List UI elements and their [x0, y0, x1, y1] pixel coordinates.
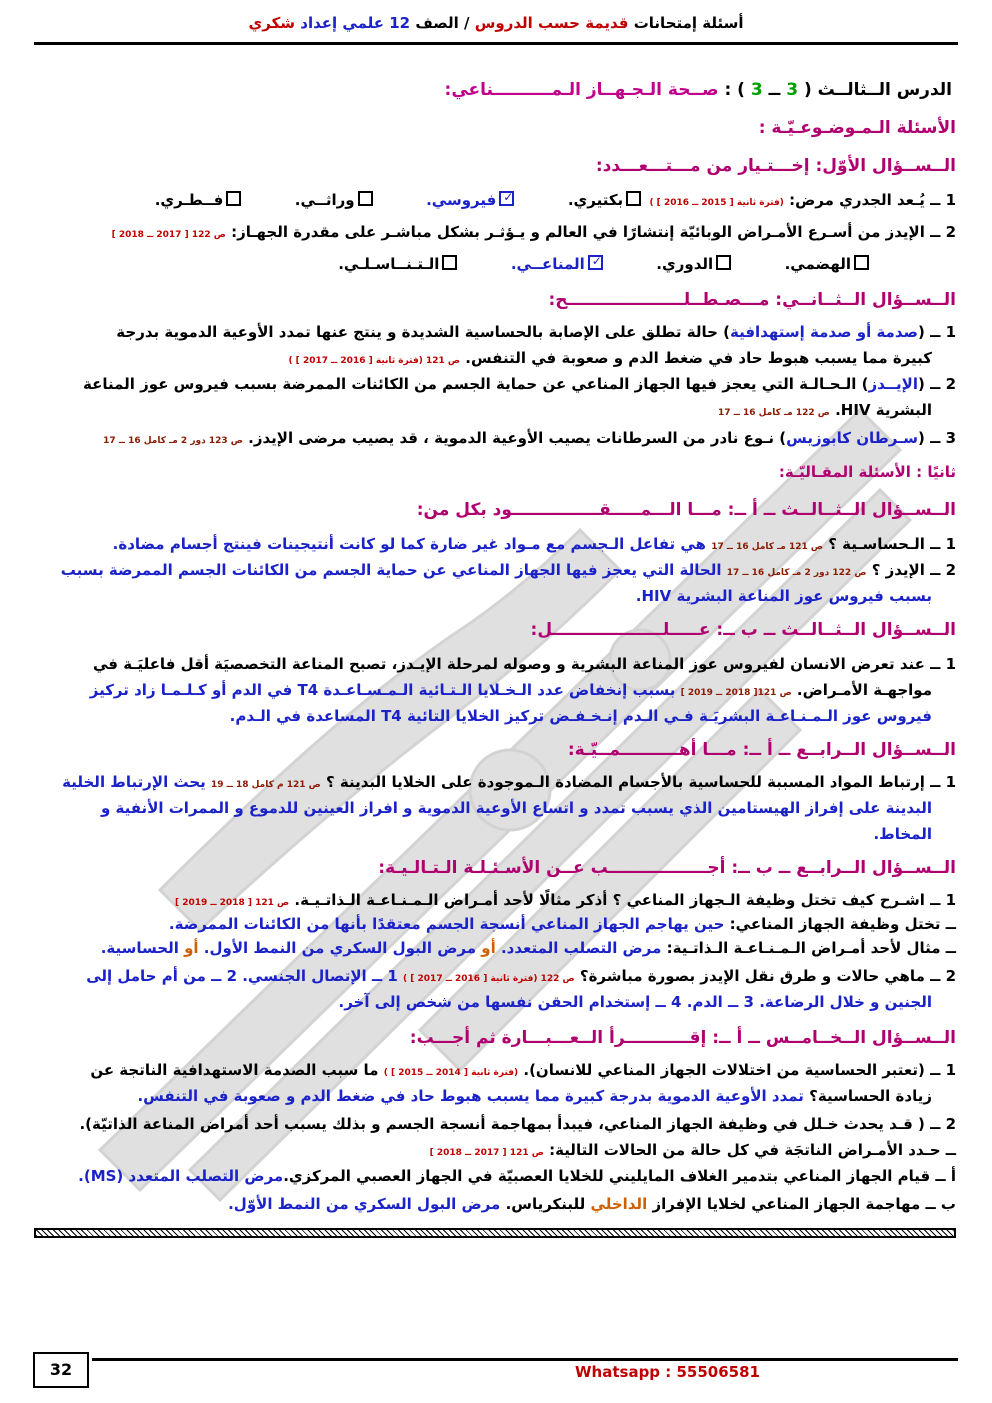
q3a-item2-cont: بسبب فيروس عوز المناعة البشرية HIV.	[635, 587, 932, 605]
q3b-item1-cont2: فيروس عوز الـمـنـاعـة البشريَـة فـي الـدم إنـخـفـض تركيز الخلايا التائية T4 المساعدة في الـدم.	[229, 707, 932, 725]
q1-heading: الــســؤال الأوّل: إخـــتـيار من مـــتـــعـــدد:	[595, 156, 956, 176]
lesson-num1: 3	[786, 80, 799, 100]
header-sep: /	[464, 14, 470, 32]
q4b-item2: 2 ــ ماهي حالات و طرق نقل الإيدز بصورة مباشرة؟ ص 122 (فترة ثانية [ 2016 ــ 2017 ] ) 1 ــ الإتصال الجنسي. 2 ــ من أم حامل إلى	[86, 967, 956, 985]
q4a-item1-cont: البدينة على إفراز الهيستامين الذي يسبب تمدد و اتساع الأوعية الدموية و افراز العينين للدموع و الممرات الأنفية و	[101, 799, 932, 817]
header-part2: قديمة حسب الدروس	[474, 14, 629, 32]
q5a-item2-task: ــ حـدد الأمـراض الناتجَة في كل حالة من الحالات التالية: ص 121 [ 2017 ــ 2018 ]	[429, 1141, 956, 1159]
checkbox-checked-icon[interactable]	[499, 191, 514, 206]
q4a-item1-cont2: المخاط.	[873, 825, 932, 843]
q3a-heading: الــســؤال الــثــالــث ــ أ ــ: مـــا الـــمـــــقـــــــــــــــود بكل من:	[416, 500, 956, 520]
checkbox-icon[interactable]	[854, 255, 869, 270]
q4a-heading: الــســؤال الــرابــع ــ أ ــ: مـــا أهــــــــــمــيّـة:	[567, 740, 956, 760]
header-part1: أسئلة إمتحانات	[633, 14, 744, 32]
q5a-heading: الــســؤال الــخــامــس ــ أ ــ: إقـــــــــــرأ الــعـــبـــارة ثم أجـــب:	[409, 1028, 956, 1048]
q4b-item2-cont: الجنين و خلال الرضاعة. 3 ــ الدم. 4 ــ إستخدام الحقن نفسها من شخص إلى آخر.	[338, 993, 932, 1011]
q4b-item1-answer2: ــ مثال لأحد أمـراض الـمـنـاعـة الـذاتـية: مرض التصلب المتعدد. أو مرض البول السكري من النمط الأول. أو الحساسية.	[100, 939, 956, 957]
header-divider	[34, 42, 958, 45]
lesson-title-a: الدرس الــثالــث (	[803, 80, 952, 100]
lesson-title-b: ) :	[724, 80, 745, 100]
q5a-item1: 1 ــ (تعتبر الحساسية من اختلالات الجهاز المناعي للانسان). (فترة ثانية [ 2014 ــ 2015 ] ) ما سبب الصدمة الاستهدافية الناتجة عن	[90, 1061, 956, 1079]
checkbox-icon[interactable]	[626, 191, 641, 206]
header-part3: الصف	[415, 14, 459, 32]
q5a-item1-cont: زيادة الحساسية؟ تمدد الأوعية الدموية بدرجة كبيرة مما يسبب هبوط حاد في ضغط الدم و صعوبة في التنفس.	[137, 1087, 932, 1105]
q2-item1-cont: كبيرة مما يسبب هبوط حاد في ضغط الدم و صعوبة في التنفس. ص 121 (فترة ثانية [ 2016 ــ 2017 ] )	[288, 349, 932, 367]
q4b-heading: الــســؤال الــرابــع ــ ب ــ: أجـــــــــــــــــب عــن الأسـئـلـة الـتـالـيـة:	[378, 858, 956, 878]
lesson-title	[445, 80, 952, 100]
checkbox-icon[interactable]	[716, 255, 731, 270]
q3b-item1: 1 ــ عند تعرض الانسان لفيروس عوز المناعة البشرية و وصوله لمرحلة الإيـدز، تصبح المناعة التخصصيَة أقل فاعليَـة في	[93, 655, 956, 673]
q5a-item2-b: ب ــ مهاجمة الجهاز المناعي لخلايا الإفراز الداخلي للبنكرياس. مرض البول السكري من النمط الأوّل.	[228, 1195, 956, 1213]
q3b-item1-cont: مواجهـة الأمـراض. ص 121[ 2018 ــ 2019 ] بسبب إنخفاض عدد الـخـلايا الـتـائية الـمـسـاعـدة T4 في الدم أو كـلـمـا زاد تركيز	[89, 681, 932, 699]
checkbox-icon[interactable]	[442, 255, 457, 270]
q1-item2-options: الهضمي. الدوري. ✓المناعــي. الـتـنــاسـلـي.	[36, 254, 872, 275]
header-author: شكري	[248, 14, 296, 32]
whatsapp-contact: Whatsapp : 55506581	[575, 1363, 760, 1381]
q3a-item2: 2 ــ الإيدز ؟ ص 122 دور 2 مـ كامل 16 ــ 17 الحالة التي يعجز فيها الجهاز المناعي عن حماية الجسم من الكائنات الجسم الممرضة بسبب	[60, 561, 956, 579]
footer-divider	[92, 1358, 958, 1361]
q1-item2: 2 ــ الإيدز من أسـرع الأمـراض الوبائيّة إنتشارًا في العالم و يـؤثـر بشكل مباشـر على مقدرة الجهـاز: ص 122 [ 2017 ــ 2018 ]	[111, 223, 956, 241]
q2-item3: 3 ــ (سـرطان كابوزيس) نـوع نادر من السرطانات يصيب الأوعية الدموية ، قد يصيب مرضى الإيدز. ص 123 دور 2 مـ كامل 16 ــ 17	[103, 429, 956, 447]
q3a-item1: 1 ــ الـحساسـية ؟ ص 121 مـ كامل 16 ــ 17 هي تفاعل الـجسم مع مـواد غير ضارة كما لو كانت أنتيجينات فينتج أجسام مضادة.	[112, 535, 956, 553]
q2-heading: الــســؤال الــثــانــي: مـــصـطــلــــــــــــــــــــح:	[548, 290, 956, 310]
lesson-dash: ــ	[768, 80, 781, 100]
q4b-item1: 1 ــ اشـرح كيف تختل وظيفة الـجهاز المناعي ؟ أذكر مثالًا لأحد أمـراض الـمـنـاعـة الـذاتـيـة. ص 121 [ 2018 ــ 2019 ]	[174, 891, 956, 909]
page-number: 32	[33, 1352, 89, 1388]
checkbox-icon[interactable]	[358, 191, 373, 206]
header-grade: 12	[389, 14, 411, 32]
q5a-item2-a: أ ــ قيام الجهاز المناعي بتدمير الغلاف المايليني للخلايا العصبيّة في الجهاز العصبي المركزي.مرض التصلب المتعدد (MS).	[78, 1167, 956, 1185]
q4a-item1: 1 ــ إرتباط المواد المسببة للحساسية بالأجسام المضادة الـموجودة على الخلايا البدينة ؟ ص 121 م كامل 18 ــ 19 يحث الإرتباط الخلية	[62, 773, 956, 791]
q2-item1: 1 ــ (صدمة أو صدمة إستهدافية) حالة تطلق على الإصابة بالحساسية الشديدة و ينتج عنها تمدد الأوعية الدموية بدرجة	[116, 323, 956, 341]
q4b-item1-answer1: ــ تختل وظيفة الجهاز المناعي: حين يهاجم الجهاز المناعي أنسجة الجسم معتقدًا بأنها من الكائنات الممرضة.	[168, 915, 956, 933]
q1-item1: 1 ــ يُـعد الجدري مرض: (فترة ثانية [ 2015 ــ 2016 ] ) بكتيري. ✓فيروسي. وراثــي. فــطـري.	[36, 190, 956, 214]
objective-heading: الأسئلة الـمـوضـوعـيّـة :	[758, 118, 956, 138]
checkbox-icon[interactable]	[226, 191, 241, 206]
header-part4: علمي إعداد	[300, 14, 384, 32]
section-divider	[34, 1228, 956, 1238]
q2-item2: 2 ــ (الإيــدز) الـحـالـة التي يعجز فيها الجهاز المناعي عن حماية الجسم من الكائنات الممرضة بسبب فيروس عوز المناعة	[83, 375, 956, 393]
checkbox-checked-icon[interactable]	[588, 255, 603, 270]
lesson-num2: 3	[750, 80, 763, 100]
page-header	[0, 14, 992, 32]
q5a-item2: 2 ــ ( قـد يحدث خـلل في وظيفة الجهاز المناعي، فيبدأ بمهاجمة أنسجة الجسم و بذلك يسبب أحد أمراض المناعة الذاتيّة).	[79, 1115, 956, 1133]
q3b-heading: الــســؤال الــثــالــث ــ ب ــ: عـــــلـــــــــــــــــــل:	[530, 620, 956, 640]
lesson-subject: صــحة الـجـهــاز الـمــــــــــناعي:	[444, 80, 719, 100]
essay-heading: ثانيًا : الأسئلة المقـاليّـة:	[778, 463, 956, 481]
q2-item2-cont: البشرية HIV. ص 122 مـ كامل 16 ــ 17	[718, 401, 932, 419]
